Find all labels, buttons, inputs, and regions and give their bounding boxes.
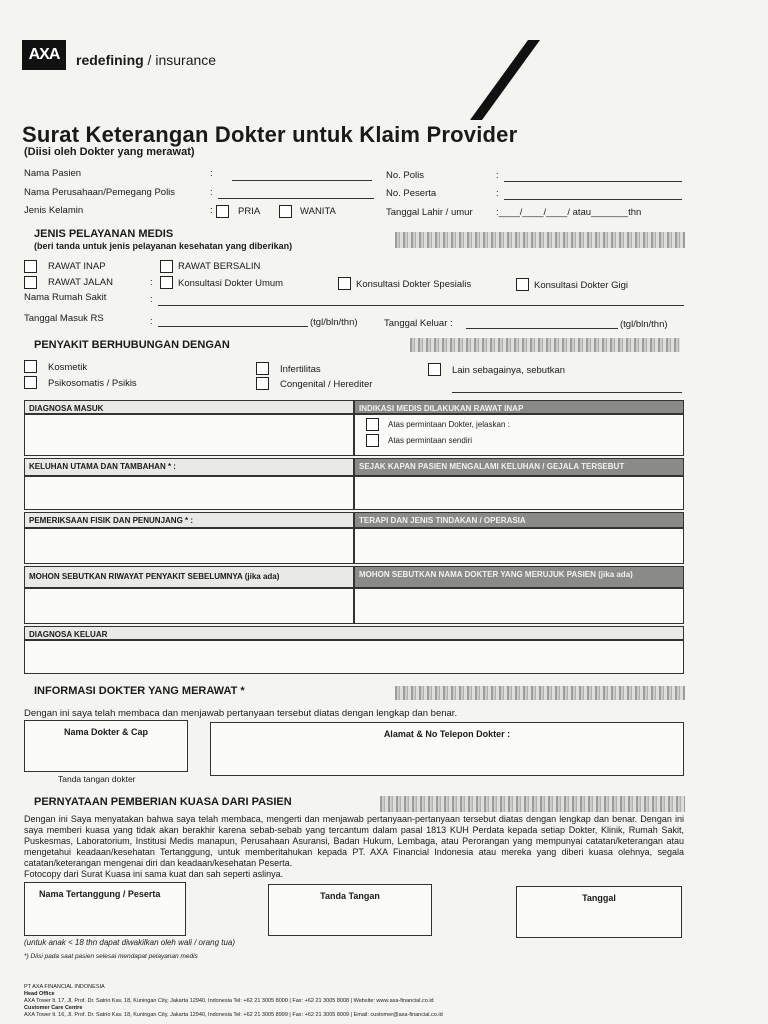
- section-jenis-pelayanan: JENIS PELAYANAN MEDIS: [34, 228, 174, 240]
- header-sejak: SEJAK KAPAN PASIEN MENGALAMI KELUHAN / GEJALA TERSEBUT: [354, 458, 684, 476]
- colon: :: [210, 168, 213, 179]
- kuasa-fotocopy: Fotocopy dari Surat Kuasa ini sama kuat dan sah seperti aslinya.: [24, 869, 284, 879]
- field-tanggal-lahir[interactable]: :____/____/____/ atau_______thn: [496, 207, 642, 218]
- field-nama-dokter-cap[interactable]: Nama Dokter & Cap: [24, 720, 188, 772]
- label-konsul-spesialis: Konsultasi Dokter Spesialis: [356, 279, 472, 290]
- checkbox-kosmetik[interactable]: [24, 360, 37, 373]
- footer-company: PT AXA FINANCIAL INDONESIA: [24, 984, 105, 990]
- brand-tagline: redefining / insurance: [76, 52, 217, 68]
- tagline-bold: redefining: [76, 52, 144, 68]
- field-diagnosa-keluar[interactable]: [24, 640, 684, 674]
- label-lain: Lain sebagainya, sebutkan: [452, 365, 566, 376]
- label-congenital: Congenital / Herediter: [280, 379, 373, 390]
- checkbox-konsul-gigi[interactable]: [516, 278, 529, 291]
- label-jenis-kelamin: Jenis Kelamin: [24, 205, 84, 216]
- header-terapi: TERAPI DAN JENIS TINDAKAN / OPERASIA: [354, 512, 684, 528]
- field-tgl-keluar[interactable]: [466, 328, 618, 329]
- checkbox-pria[interactable]: [216, 205, 229, 218]
- field-perusahaan[interactable]: [218, 198, 374, 199]
- checkbox-lain[interactable]: [428, 363, 441, 376]
- field-keluhan[interactable]: [24, 476, 354, 510]
- label-rawat-jalan: RAWAT JALAN: [48, 277, 113, 288]
- section-penyakit: PENYAKIT BERHUBUNGAN DENGAN: [34, 339, 230, 351]
- section-pernyataan-kuasa: PERNYATAAN PEMBERIAN KUASA DARI PASIEN: [34, 796, 292, 808]
- header-keluhan: KELUHAN UTAMA DAN TAMBAHAN * :: [24, 458, 354, 476]
- label-no-peserta: No. Peserta: [386, 188, 437, 199]
- footer-addr1: AXA Tower lt. 17, Jl. Prof. Dr. Satrio Kav. 18, Kuningan City, Jakarta 12940, Indonesia Tel: +62 21 3005 8000 | Fax: +62 21 3005 8008 | Website: www.axa-financial.co.id: [24, 998, 434, 1004]
- field-tanggal[interactable]: Tanggal: [516, 886, 682, 938]
- field-nama-tertanggung[interactable]: Nama Tertanggung / Peserta: [24, 882, 186, 936]
- field-pemeriksaan[interactable]: [24, 528, 354, 564]
- label-kosmetik: Kosmetik: [48, 362, 88, 373]
- page-subtitle: (Diisi oleh Dokter yang merawat): [24, 146, 195, 158]
- label-tanggal-lahir: Tanggal Lahir / umur: [386, 207, 473, 218]
- label-atas-dokter: Atas permintaan Dokter, jelaskan :: [388, 420, 510, 429]
- colon: :: [496, 170, 499, 181]
- scan-noise: [395, 232, 685, 248]
- field-rumah-sakit[interactable]: [158, 305, 684, 306]
- label-nama-pasien: Nama Pasien: [24, 168, 82, 179]
- scan-noise: [410, 338, 680, 352]
- field-terapi[interactable]: [354, 528, 684, 564]
- label-infertilitas: Infertilitas: [280, 364, 321, 375]
- scan-noise: [395, 686, 685, 700]
- colon: :: [150, 316, 153, 327]
- checkbox-congenital[interactable]: [256, 377, 269, 390]
- colon: :: [210, 187, 213, 198]
- brand-slash-icon: [470, 40, 540, 120]
- footer-head-office: Head Office: [24, 991, 55, 997]
- header-indikasi: INDIKASI MEDIS DILAKUKAN RAWAT INAP: [354, 400, 684, 414]
- dokter-statement: Dengan ini saya telah membaca dan menjawab pertanyaan tersebut diatas dengan lengkap dan benar.: [24, 708, 458, 719]
- checkbox-infertilitas[interactable]: [256, 362, 269, 375]
- colon: :: [150, 294, 153, 305]
- header-diagnosa-keluar: DIAGNOSA KELUAR: [24, 626, 684, 640]
- label-konsul-umum: Konsultasi Dokter Umum: [178, 278, 284, 289]
- header-riwayat: MOHON SEBUTKAN RIWAYAT PENYAKIT SEBELUMNYA (jika ada): [24, 566, 354, 588]
- label-rawat-inap: RAWAT INAP: [48, 261, 106, 272]
- label-no-polis: No. Polis: [386, 170, 425, 181]
- colon: :: [210, 205, 213, 216]
- label-psikosomatis: Psikosomatis / Psikis: [48, 378, 137, 389]
- footer-addr2: AXA Tower lt. 16, Jl. Prof. Dr. Satrio Kav. 18, Kuningan City, Jakarta 12940, Indonesia Tel: +62 21 3005 8999 | Fax: +62 21 3005 8009 | Email: customer@axa-financial.co.id: [24, 1012, 443, 1018]
- checkbox-atas-sendiri[interactable]: [366, 434, 379, 447]
- page-title: Surat Keterangan Dokter untuk Klaim Provider: [22, 122, 518, 147]
- note-wali: (untuk anak < 18 thn dapat diwakilkan oleh wali / orang tua): [24, 938, 236, 947]
- field-no-peserta[interactable]: [504, 199, 682, 200]
- label-tgl-fmt: (tgl/bln/thn): [310, 317, 358, 328]
- colon: :: [496, 188, 499, 199]
- label-wanita: WANITA: [300, 206, 336, 217]
- field-diagnosa-masuk[interactable]: [24, 414, 354, 456]
- checkbox-konsul-spesialis[interactable]: [338, 277, 351, 290]
- field-rujuk[interactable]: [354, 588, 684, 624]
- header-diagnosa-masuk: DIAGNOSA MASUK: [24, 400, 354, 414]
- field-lain[interactable]: [452, 392, 682, 393]
- checkbox-rawat-inap[interactable]: [24, 260, 37, 273]
- checkbox-psikosomatis[interactable]: [24, 376, 37, 389]
- label-tgl-keluar: Tanggal Keluar :: [384, 318, 453, 329]
- section-jenis-sub: (beri tanda untuk jenis pelayanan kesehatan yang diberikan): [34, 241, 293, 251]
- field-tgl-masuk[interactable]: [158, 326, 308, 327]
- field-sejak[interactable]: [354, 476, 684, 510]
- kuasa-paragraph: Dengan ini Saya menyatakan bahwa saya telah membaca, mengerti dan menjawab pertanyaan-pertanyaan tersebut diatas dengan lengkap dan benar. Dengan ini saya memberi kuasa yang tidak akan berakhir karena sebab-sebab yang tercantum dalam pasal 1813 KUH Perdata kepada setiap Dokter, Klinik, Rumah Sakit, Puskesmas, Laboratorium, Institusi Medis manapun, Perusahaan Asuransi, Badan Hukum, Lembaga, atau Perorangan yang mempunyai catatan/keterangan atau mengetahui keadaan/kesehatan Tertanggung, untuk memberitahukan kepada PT. AXA Financial Indonesia atau mereka yang diberi kuasa olehnya, segala catatan/keterangan mengenai diri dan keadaan/kesehatan Peserta.: [24, 814, 684, 868]
- footer-care: Customer Care Centre: [24, 1005, 83, 1011]
- field-tanda-tangan[interactable]: Tanda Tangan: [268, 884, 432, 936]
- label-tanda-tangan-dokter: Tanda tangan dokter: [58, 774, 136, 784]
- label-perusahaan: Nama Perusahaan/Pemegang Polis: [24, 187, 176, 198]
- header-rujuk: MOHON SEBUTKAN NAMA DOKTER YANG MERUJUK PASIEN (jika ada): [354, 566, 684, 588]
- label-atas-sendiri: Atas permintaan sendiri: [388, 436, 473, 445]
- header-pemeriksaan: PEMERIKSAAN FISIK DAN PENUNJANG * :: [24, 512, 354, 528]
- footer: [24, 984, 684, 1019]
- label-rawat-bersalin: RAWAT BERSALIN: [178, 261, 261, 272]
- label-rumah-sakit: Nama Rumah Sakit: [24, 292, 107, 303]
- note-diisi: *) Diisi pada saat pasien selesai mendapat pelayanan medis: [24, 953, 198, 960]
- colon: :: [150, 277, 153, 288]
- checkbox-atas-dokter[interactable]: [366, 418, 379, 431]
- field-riwayat[interactable]: [24, 588, 354, 624]
- section-informasi-dokter: INFORMASI DOKTER YANG MERAWAT *: [34, 685, 245, 697]
- field-no-polis[interactable]: [504, 181, 682, 182]
- checkbox-rawat-jalan[interactable]: [24, 276, 37, 289]
- field-alamat-dokter[interactable]: Alamat & No Telepon Dokter :: [210, 722, 684, 776]
- label-pria: PRIA: [238, 206, 261, 217]
- label-konsul-gigi: Konsultasi Dokter Gigi: [534, 280, 628, 291]
- checkbox-wanita[interactable]: [279, 205, 292, 218]
- field-nama-pasien[interactable]: [232, 180, 372, 181]
- scan-noise: [380, 796, 685, 812]
- label-tgl-masuk: Tanggal Masuk RS: [24, 313, 104, 324]
- label-tgl-fmt2: (tgl/bln/thn): [620, 319, 668, 330]
- checkbox-rawat-bersalin[interactable]: [160, 260, 173, 273]
- checkbox-konsul-umum[interactable]: [160, 276, 173, 289]
- axa-logo: AXA: [22, 40, 66, 70]
